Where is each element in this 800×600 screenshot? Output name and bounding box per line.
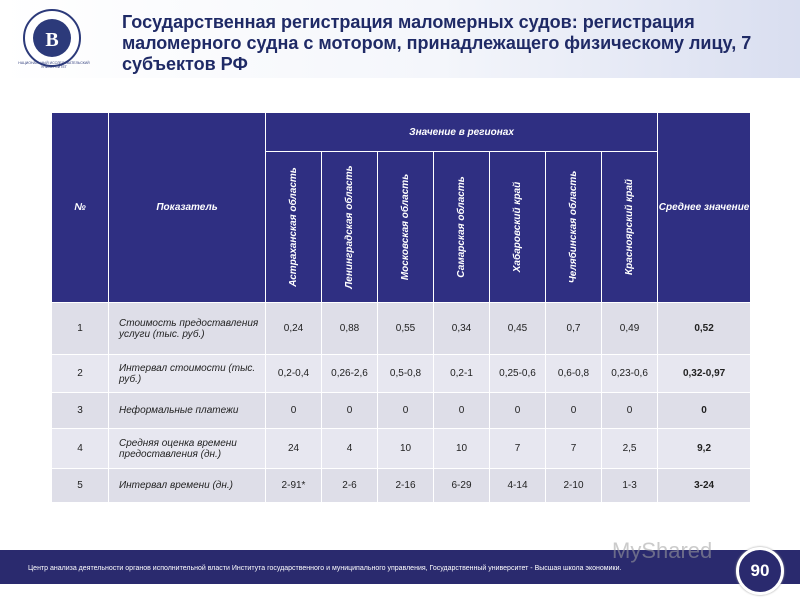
logo-caption: НАЦИОНАЛЬНЫЙ ИССЛЕДОВАТЕЛЬСКИЙ УНИВЕРСИТЕТ: [18, 61, 90, 69]
row-number: 5: [52, 469, 109, 503]
header-region-label: Челябинская область: [567, 170, 579, 284]
table-row: [52, 469, 751, 503]
row-number: 2: [52, 355, 109, 393]
region-value: 0,24: [266, 303, 322, 355]
region-value: 10: [434, 429, 490, 469]
region-value: 7: [490, 429, 546, 469]
region-value: 24: [266, 429, 322, 469]
header-average: Среднее значение: [658, 113, 751, 303]
region-value: 0,49: [602, 303, 658, 355]
header-region-label: Самарская область: [455, 176, 467, 278]
region-value: 6-29: [434, 469, 490, 503]
header-region: [434, 152, 490, 303]
region-value: 0,2-1: [434, 355, 490, 393]
header-region-label: Астраханская область: [287, 167, 299, 287]
table-row: [52, 429, 751, 469]
row-indicator: Неформальные платежи: [109, 393, 266, 429]
region-value: 0: [434, 393, 490, 429]
region-value: 0: [546, 393, 602, 429]
region-value: 0,88: [322, 303, 378, 355]
header-indicator: Показатель: [109, 113, 266, 303]
header-region: [490, 152, 546, 303]
region-value: 0,2-0,4: [266, 355, 322, 393]
row-average: 0,52: [658, 303, 751, 355]
table-row: [52, 393, 751, 429]
region-value: 0,34: [434, 303, 490, 355]
header-region-label: Ленинградская область: [343, 165, 355, 289]
region-value: 0: [490, 393, 546, 429]
header: [0, 0, 800, 78]
row-number: 3: [52, 393, 109, 429]
header-regions-group: Значение в регионах: [266, 113, 658, 152]
region-value: 7: [546, 429, 602, 469]
region-value: 10: [378, 429, 434, 469]
region-value: 1-3: [602, 469, 658, 503]
region-value: 4: [322, 429, 378, 469]
header-region: [266, 152, 322, 303]
region-value: 0,7: [546, 303, 602, 355]
region-value: 0,25-0,6: [490, 355, 546, 393]
region-value: 0: [322, 393, 378, 429]
header-region: [546, 152, 602, 303]
region-value: 0,45: [490, 303, 546, 355]
row-indicator: Стоимость предоставления услуги (тыс. руб.): [109, 303, 266, 355]
region-value: 2-16: [378, 469, 434, 503]
header-region-label: Хабаровский край: [511, 181, 523, 273]
region-value: 0,26-2,6: [322, 355, 378, 393]
region-value: 0,23-0,6: [602, 355, 658, 393]
region-value: 0,5-0,8: [378, 355, 434, 393]
region-value: 2,5: [602, 429, 658, 469]
region-value: 4-14: [490, 469, 546, 503]
row-number: 1: [52, 303, 109, 355]
svg-text:В: В: [45, 29, 59, 51]
region-value: 2-91*: [266, 469, 322, 503]
header-region: [378, 152, 434, 303]
row-indicator: Средняя оценка времени предоставления (дн.): [109, 429, 266, 469]
region-value: 0: [378, 393, 434, 429]
data-table-container: [51, 112, 751, 503]
row-average: 0,32-0,97: [658, 355, 751, 393]
row-number: 4: [52, 429, 109, 469]
row-indicator: Интервал стоимости (тыс. руб.): [109, 355, 266, 393]
row-average: 9,2: [658, 429, 751, 469]
region-value: 0,6-0,8: [546, 355, 602, 393]
row-average: 0: [658, 393, 751, 429]
region-value: 0: [266, 393, 322, 429]
region-value: 0,55: [378, 303, 434, 355]
table-row: [52, 303, 751, 355]
row-indicator: Интервал времени (дн.): [109, 469, 266, 503]
header-region: [602, 152, 658, 303]
page-title: Государственная регистрация маломерных судов: регистрация маломерного судна с мотором, принадлежащего физическому лицу, 7 субъектов РФ: [122, 12, 752, 74]
watermark: MyShared: [612, 538, 713, 563]
region-value: 2-6: [322, 469, 378, 503]
header-number: №: [52, 113, 109, 303]
region-value: 0: [602, 393, 658, 429]
university-logo-icon: [22, 8, 82, 68]
row-average: 3-24: [658, 469, 751, 503]
data-table: [51, 112, 751, 503]
header-region-label: Московская область: [399, 173, 411, 281]
region-value: 2-10: [546, 469, 602, 503]
header-region: [322, 152, 378, 303]
footer-text: Центр анализа деятельности органов исполнительной власти Института государственного и муниципального управления, Государственный университет - Высшая школа экономики.: [28, 565, 622, 572]
table-row: [52, 355, 751, 393]
header-region-label: Красноярский край: [623, 179, 635, 275]
page-number-badge: 90: [736, 547, 784, 595]
